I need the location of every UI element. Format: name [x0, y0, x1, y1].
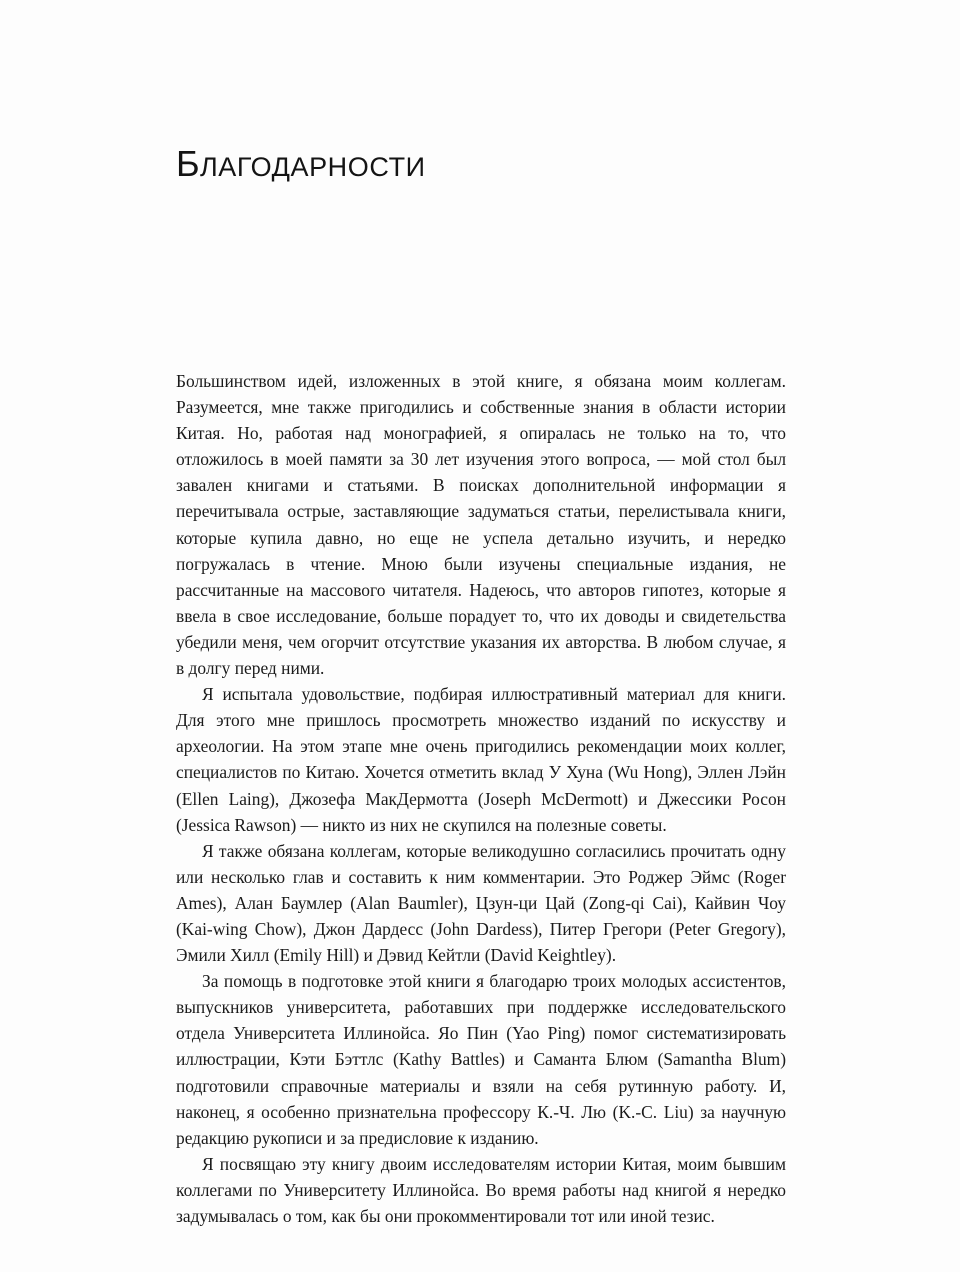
paragraph-3: Я также обязана коллегам, которые великодушно согласились прочитать одну или несколько глав и составить к ним комментарии. Это Роджер Эймс (Roger Ames), Алан Баумлер (Alan Baumler), Цзун-ци Цай (Zong-qi Cai), Кайвин Чоу (Kai-wing Chow), Джон Дардесс (John Dardess), Питер Грегори (Peter Gregory), Эмили Хилл (Emily Hill) и Дэвид Кейтли (David Keightley). — [176, 840, 786, 966]
page-title-remainder: ЛАГОДАРНОСТИ — [199, 152, 426, 183]
paragraph-2: Я испытала удовольствие, подбирая иллюстративный материал для книги. Для этого мне пришлось просмотреть множество изданий по искусству и археологии. На этом этапе мне очень пригодились рекомендации моих коллег, специалистов по Китаю. Хочется отметить вклад У Хуна (Wu Hong), Эллен Лэйн (Ellen Laing), Джозефа МакДермотта (Joseph McDermott) и Джессики Росон (Jessica Rawson) — никто из них не скупился на полезные советы. — [176, 684, 786, 835]
page-title — [176, 142, 788, 189]
body-text-block — [176, 368, 786, 1229]
page-title-initial: Б — [176, 143, 200, 185]
paragraph-1: Большинством идей, изложенных в этой книге, я обязана моим коллегам. Разумеется, мне также пригодились и собственные знания в области истории Китая. Но, работая над монографией, я опиралась не только на то, что отложилось в моей памяти за 30 лет изучения этого вопроса, — мой стол был завален книгами и статьями. В поисках дополнительной информации я перечитывала острые, заставляющие задуматься статьи, перелистывала книги, которые купила давно, но еще не успела детально изучить, и нередко погружалась в чтение. Мною были изучены специальные издания, не рассчитанные на массового читателя. Надеюсь, что авторов гипотез, которые я ввела в свое исследование, больше порадует то, что их доводы и свидетельства убедили меня, чем огорчит отсутствие указания их авторства. В любом случае, я в долгу перед ними. — [176, 371, 786, 679]
paragraph-5: Я посвящаю эту книгу двоим исследователям истории Китая, моим бывшим коллегами по Университету Иллинойса. Во время работы над книгой я нередко задумывалась о том, как бы они прокомментировали тот или иной тезис. — [176, 1153, 786, 1226]
paragraph-4: За помощь в подготовке этой книги я благодарю троих молодых ассистентов, выпускников университета, работавших при поддержке исследовательского отдела Университета Иллинойса. Яо Пин (Yao Ping) помог систематизировать иллюстрации, Кэти Бэттлс (Kathy Battles) и Саманта Блюм (Samantha Blum) подготовили справочные материалы и взяли на себя рутинную работу. И, наконец, я особенно признательна профессору К.-Ч. Лю (K.-C. Liu) за научную редакцию рукописи и за предисловие к изданию. — [176, 971, 786, 1148]
